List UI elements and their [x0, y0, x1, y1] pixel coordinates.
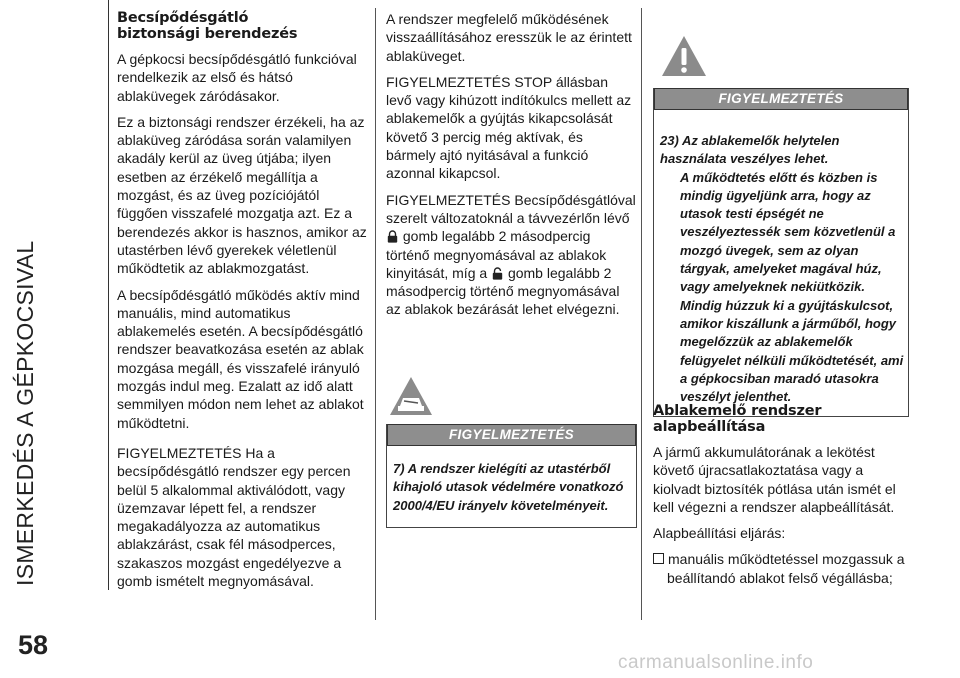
- warning-exclamation-icon: [660, 34, 708, 80]
- lock-open-icon: [492, 267, 503, 280]
- column-3-text: [653, 403, 908, 595]
- section-heading: Becsípődésgátló biztonsági berendezés: [117, 10, 298, 42]
- column-divider: [641, 8, 642, 620]
- list-item: manuális működtetéssel mozgassuk a beállítandó ablakot felső végállásba;: [653, 550, 908, 587]
- warning-box-7: [386, 424, 637, 528]
- paragraph: A gépkocsi becsípődésgátló funkcióval rendelkezik az első és hátsó ablaküvegek záródásakor.: [117, 51, 357, 104]
- paragraph: A becsípődésgátló működés aktív mind manuális, mind automatikus ablakemelés esetén. A becsípődésgátló rendszer beavatkozása esetén az ablak mozgása megáll, és visszafelé irányuló mozgás indul meg. Ezalatt az idő alatt semmilyen módon nem lehet az ablakot működtetni.: [117, 286, 364, 431]
- column-divider: [375, 8, 376, 620]
- section-title-vertical: ISMERKEDÉS A GÉPKOCSIVAL: [12, 240, 38, 586]
- warning-header: FIGYELMEZTETÉS: [654, 88, 908, 110]
- checkbox-bullet-icon: [653, 553, 664, 564]
- paragraph: Ez a biztonsági rendszer érzékeli, ha az ablaküveg záródása során valamilyen akadály kerül az üveg útjába; ilyen esetben az érzékelő megállítja a mozgást, és az üveg pozíciójától függően visszafelé mozgatja azt. Ez a berendezés akkor is hasznos, amikor az utastérben lévő gyerekek véletlenül működtetik az ablakmozgatást.: [117, 113, 367, 277]
- warning-text: 7) A rendszer kielégíti az utastérből kihajoló utasok védelmére vonatkozó 2000/4/EU irányelv követelményeit.: [393, 461, 624, 513]
- warning-header: FIGYELMEZTETÉS: [387, 424, 636, 446]
- column-2: [386, 10, 636, 327]
- lock-closed-icon: [387, 230, 398, 243]
- paragraph: Alapbeállítási eljárás:: [653, 525, 786, 542]
- paragraph: A rendszer megfelelő működésének visszaállításához eresszük le az érintett ablaküveget.: [386, 11, 632, 64]
- section-side-tab: [54, 0, 109, 590]
- paragraph: FIGYELMEZTETÉS STOP állásban levő vagy kihúzott indítókulcs mellett az ablakemelők a gyújtás kikapcsolását követő 3 percig még aktívak, és bármely ajtó nyitásával a funkció azonnal kikapcsol.: [386, 73, 632, 182]
- car-window-icon: [388, 375, 434, 421]
- paragraph: FIGYELMEZTETÉS Becsípődésgátlóval szerelt változatoknál a távvezérlőn lévő gomb legalább 2 másodpercig történő megnyomásával az ablakok kinyitását, míg a gomb legalább 2 másodpercig történő megnyomásával az ablakok bezárását lehet elvégezni.: [386, 191, 636, 318]
- paragraph: FIGYELMEZTETÉS Ha a becsípődésgátló rendszer egy percen belül 5 alkalommal aktiválódott, vagy üzemzavar lépett fel, a rendszer megakadályozza az automatikus ablakzárást, csak fél másodperces, szakaszos mozgást engedélyezve a gomb ismételt megnyomásával.: [117, 444, 351, 590]
- warning-text: 23) Az ablakemelők helytelen használata veszélyes lehet. A működtetés előtt és közben is mindig ügyeljünk arra, hogy az utasok testi épségét ne veszélyeztessék sem közvetlenül a mozgó üvegek, sem az olyan tárgyak, amelyeket magával húz, vagy amelyeknek nekiütközik. Mindig húzzuk ki a gyújtáskulcsot, amikor kiszállunk a járműből, hogy megelőzzük az ablakemelők felügyelet nélküli működtetését, ami a gépkocsiban maradó utasokra veszélyt jelenthet.: [660, 133, 904, 405]
- paragraph: A jármű akkumulátorának a lekötést követő újracsatlakoztatása vagy a kiolvadt biztosíték pótlása után ismét el kell végezni a rendszer alapbeállítását.: [653, 444, 896, 515]
- page-number: 58: [18, 630, 49, 660]
- section-heading: Ablakemelő rendszer alapbeállítása: [653, 403, 822, 435]
- column-1: [117, 10, 367, 598]
- watermark: carmanualsonline.info: [618, 652, 814, 673]
- warning-box-23: [653, 88, 909, 417]
